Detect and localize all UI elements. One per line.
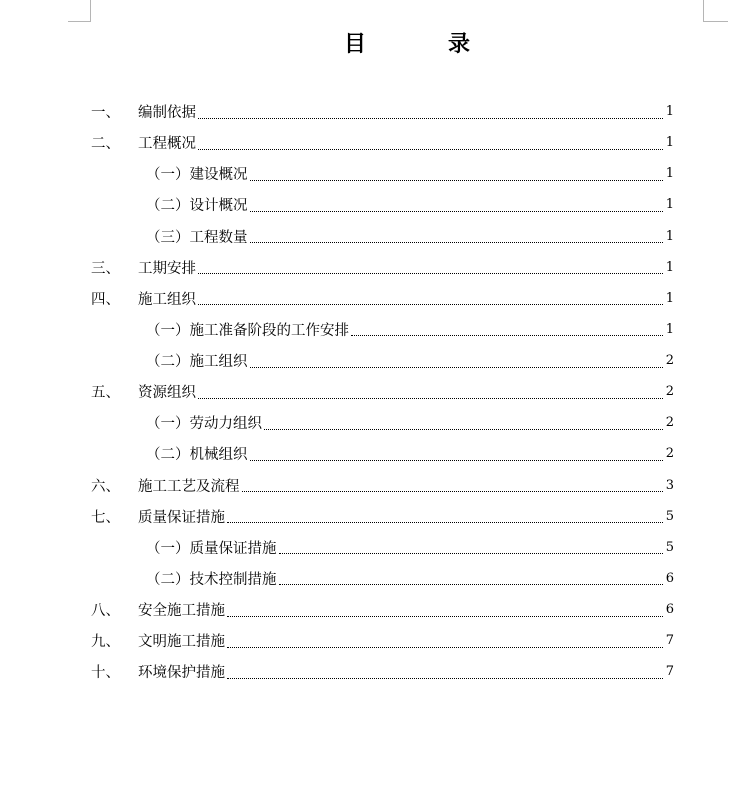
toc-entry-number: 五、 <box>91 385 120 402</box>
toc-title: 目 录 <box>343 31 500 57</box>
toc-entry-label: 编制依据 <box>138 105 196 122</box>
toc-dot-leader <box>198 148 663 150</box>
toc-dot-leader <box>279 552 664 554</box>
page-corner-mark-top-right <box>703 0 704 22</box>
toc-entry-label: （二）机械组织 <box>146 447 248 464</box>
toc-entry-number: 二、 <box>91 136 120 153</box>
toc-entry-page-number: 3 <box>665 477 674 493</box>
toc-entry[interactable] <box>91 376 674 407</box>
toc-entry-label: 环境保护措施 <box>138 665 225 682</box>
toc-entry-label: 安全施工措施 <box>138 603 225 620</box>
toc-dot-leader <box>250 210 664 212</box>
toc-entry-number: 八、 <box>91 603 120 620</box>
toc-dot-leader <box>227 677 663 679</box>
toc-entry-label: （一）建设概况 <box>146 167 248 184</box>
toc-entry-page-number: 1 <box>665 228 674 244</box>
toc-entry-label: （二）技术控制措施 <box>146 571 277 588</box>
toc-entry[interactable] <box>91 158 674 189</box>
toc-entry-label: （二）施工组织 <box>146 354 248 371</box>
toc-entry-label: （二）设计概况 <box>146 198 248 215</box>
toc-dot-leader <box>198 272 663 274</box>
toc-entry-page-number: 2 <box>665 353 674 369</box>
toc-entry-page-number: 1 <box>665 104 674 120</box>
toc-entry-label: 质量保证措施 <box>138 509 225 526</box>
toc-entry-page-number: 1 <box>665 197 674 213</box>
toc-entry-page-number: 6 <box>665 570 674 586</box>
toc-entry[interactable] <box>91 625 674 656</box>
toc-entry[interactable] <box>91 501 674 532</box>
toc-entry-page-number: 2 <box>665 446 674 462</box>
toc-entry-number: 四、 <box>91 291 120 308</box>
toc-dot-leader <box>198 117 663 119</box>
toc-entry[interactable] <box>91 127 674 158</box>
toc-dot-leader <box>242 490 664 492</box>
toc-entry-label: 施工组织 <box>138 291 196 308</box>
toc-entry-number: 七、 <box>91 509 120 526</box>
toc-entry-number: 六、 <box>91 478 120 495</box>
toc-entry-page-number: 5 <box>665 508 674 524</box>
toc-dot-leader <box>227 615 663 617</box>
toc-entry-page-number: 1 <box>665 290 674 306</box>
toc-entry-label: （三）工程数量 <box>146 229 248 246</box>
page-corner-mark-top-left <box>90 0 91 22</box>
toc-entry[interactable] <box>91 252 674 283</box>
toc-entry-label: （一）质量保证措施 <box>146 540 277 557</box>
toc-dot-leader <box>250 459 664 461</box>
toc-dot-leader <box>351 334 663 336</box>
toc-entry-number: 一、 <box>91 105 120 122</box>
toc-entry-page-number: 1 <box>665 321 674 337</box>
page-corner-mark-top-right <box>703 21 728 22</box>
toc-entry-number: 三、 <box>91 260 120 277</box>
toc-entry[interactable] <box>91 189 674 220</box>
page-corner-mark-top-left <box>68 21 91 22</box>
toc-entry[interactable] <box>91 345 674 376</box>
toc-dot-leader <box>264 428 663 430</box>
toc-entry-label: 文明施工措施 <box>138 634 225 651</box>
toc-entry-label: 工期安排 <box>138 260 196 277</box>
toc-dot-leader <box>250 179 664 181</box>
toc-entry-label: 资源组织 <box>138 385 196 402</box>
toc-entry-page-number: 1 <box>665 135 674 151</box>
toc-dot-leader <box>198 303 663 305</box>
toc-entry[interactable] <box>91 407 674 438</box>
toc-entry[interactable] <box>91 314 674 345</box>
toc-dot-leader <box>250 241 664 243</box>
toc-entry[interactable] <box>91 532 674 563</box>
toc-entry[interactable] <box>91 594 674 625</box>
toc-entry-page-number: 2 <box>665 415 674 431</box>
toc-entry[interactable] <box>91 96 674 127</box>
toc-dot-leader <box>279 583 664 585</box>
toc-entry[interactable] <box>91 656 674 687</box>
toc-entry-label: 施工工艺及流程 <box>138 478 240 495</box>
toc-entry-label: （一）施工准备阶段的工作安排 <box>146 322 349 339</box>
toc-entry-label: （一）劳动力组织 <box>146 416 262 433</box>
toc-dot-leader <box>198 397 663 399</box>
toc-entry-page-number: 1 <box>665 259 674 275</box>
table-of-contents <box>91 96 674 687</box>
toc-entry[interactable] <box>91 221 674 252</box>
toc-entry-page-number: 5 <box>665 539 674 555</box>
toc-dot-leader <box>250 366 664 368</box>
toc-entry-page-number: 2 <box>665 384 674 400</box>
toc-entry[interactable] <box>91 563 674 594</box>
toc-entry-number: 十、 <box>91 665 120 682</box>
toc-entry-label: 工程概况 <box>138 136 196 153</box>
toc-entry[interactable] <box>91 283 674 314</box>
toc-dot-leader <box>227 521 663 523</box>
toc-entry-page-number: 7 <box>665 633 674 649</box>
toc-entry-page-number: 6 <box>665 602 674 618</box>
toc-entry-page-number: 7 <box>665 664 674 680</box>
toc-dot-leader <box>227 646 663 648</box>
toc-entry-page-number: 1 <box>665 166 674 182</box>
toc-entry[interactable] <box>91 470 674 501</box>
toc-entry-number: 九、 <box>91 634 120 651</box>
toc-entry[interactable] <box>91 438 674 469</box>
